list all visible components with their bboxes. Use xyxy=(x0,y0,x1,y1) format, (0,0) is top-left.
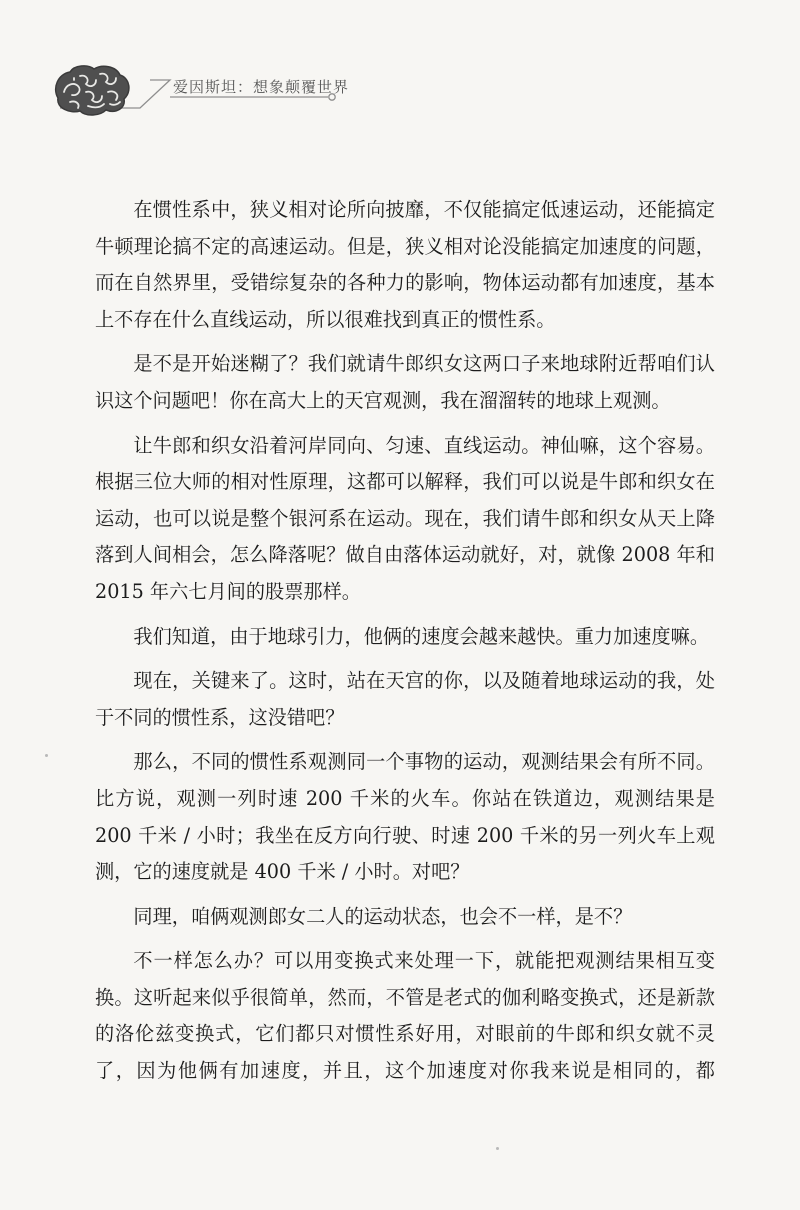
paragraph-gravity: 我们知道，由于地球引力，他俩的速度会越来越快。重力加速度嘛。 xyxy=(133,624,710,648)
paragraph-free-fall: 让牛郎和织女沿着河岸同向、匀速、直线运动。神仙嘛，这个容易。根据三位大师的相对性原理，这都可以解释，我们可以说是牛郎和织女在运动，也可以说是整个银河系在运动。现在，我们请牛郎和织女从天上降落到人间相会，怎么降落呢？做自由落体运动就好，对，就像 2008 年和 2015 年六七月间的股票那样。 xyxy=(95,433,715,603)
paragraph-key-point: 现在，关键来了。这时，站在天宫的你，以及随着地球运动的我，处于不同的惯性系，这没错吧？ xyxy=(95,669,715,729)
paper-speck xyxy=(496,1147,499,1150)
paragraph-transformation: 不一样怎么办？可以用变换式来处理一下，就能把观测结果相互变换。这听起来似乎很简单，然而，不管是老式的伽利略变换式，还是新款的洛伦兹变换式，它们都只对惯性系好用，对眼前的牛郎和织女就不灵了，因为他俩有加速度，并且，这个加速度对你我来说是相同的，都 xyxy=(95,949,715,1083)
page-body xyxy=(95,192,715,1098)
paragraph-same-reasoning: 同理，咱俩观测郎女二人的运动状态，也会不一样，是不？ xyxy=(133,904,633,928)
paragraph-inertial-frame: 在惯性系中，狭义相对论所向披靡，不仅能搞定低速运动，还能搞定牛顿理论搞不定的高速运动。但是，狭义相对论没能搞定加速度的问题，而在自然界里，受错综复杂的各种力的影响，物体运动都有加速度，基本上不存在什么直线运动，所以很难找到真正的惯性系。 xyxy=(95,198,715,331)
brain-maze-icon xyxy=(50,62,132,118)
paragraph-train-example: 那么，不同的惯性系观测同一个事物的运动，观测结果会有所不同。比方说，观测一列时速 200 千米的火车。你站在铁道边，观测结果是 200 千米 / 小时；我坐在反方向行驶、时速 200 千米的另一列火车上观测，它的速度就是 400 千米 / 小时。对吧？ xyxy=(95,750,715,884)
running-header xyxy=(0,0,800,140)
header-book-title: 爱因斯坦：想象颠覆世界 xyxy=(173,78,350,96)
paragraph-cowherd-weaver-intro: 是不是开始迷糊了？我们就请牛郎织女这两口子来地球附近帮咱们认识这个问题吧！你在高大上的天宫观测，我在溜溜转的地球上观测。 xyxy=(95,352,715,412)
paper-speck xyxy=(45,754,48,757)
